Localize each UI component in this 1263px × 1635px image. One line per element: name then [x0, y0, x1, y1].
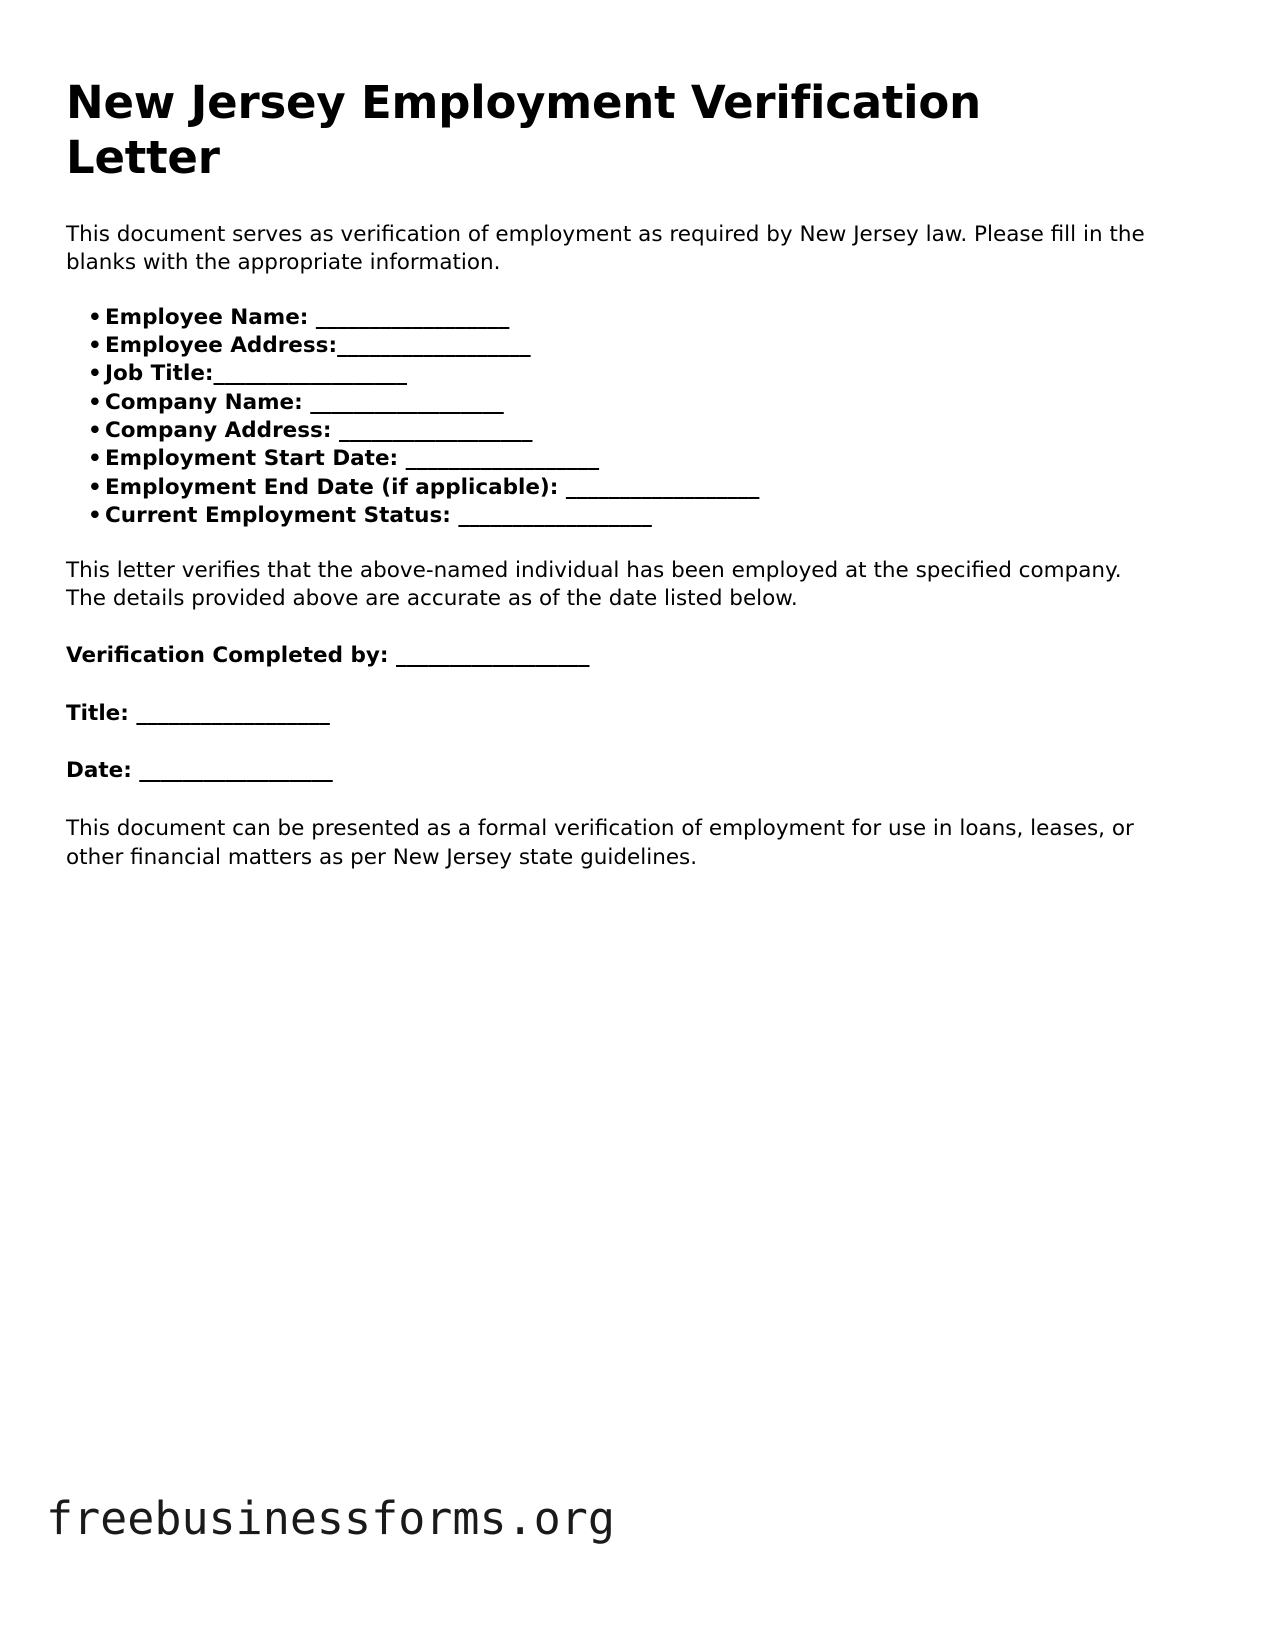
field-blank-employment-start-date[interactable]: __________________: [398, 446, 600, 472]
bullet-icon: •: [88, 474, 102, 500]
field-blank-employment-end-date[interactable]: __________________: [558, 474, 760, 500]
list-item: [66, 389, 1156, 417]
list-item: [66, 474, 1156, 502]
label-verification-completed-by: Verification Completed by:: [66, 643, 389, 669]
bullet-icon: •: [88, 503, 102, 529]
page-title: New Jersey Employment Verification Letter: [66, 76, 981, 184]
field-blank-current-employment-status[interactable]: __________________: [450, 503, 652, 529]
closing-paragraph: This document can be presented as a formal verification of employment for use in loans, leases, or other financial matters as per New Jersey state guidelines.: [66, 816, 1134, 870]
field-label-company-address: Company Address:: [105, 418, 332, 444]
field-blank-employee-address[interactable]: __________________: [337, 332, 531, 358]
blank-date[interactable]: __________________: [131, 758, 333, 784]
field-label-job-title: Job Title:: [105, 361, 214, 387]
site-watermark: freebusinessforms.org: [46, 1492, 615, 1545]
bullet-icon: •: [88, 418, 102, 444]
field-blank-company-address[interactable]: __________________: [331, 418, 533, 444]
field-blank-employee-name[interactable]: __________________: [308, 304, 510, 330]
list-item: [66, 417, 1156, 445]
list-item: [66, 502, 1156, 530]
field-label-employment-start-date: Employment Start Date:: [105, 446, 399, 472]
field-label-current-employment-status: Current Employment Status:: [105, 503, 451, 529]
blank-title[interactable]: __________________: [128, 700, 330, 726]
bullet-icon: •: [88, 332, 102, 358]
bullet-icon: •: [88, 446, 102, 472]
label-date: Date:: [66, 758, 132, 784]
document-content: [66, 76, 1156, 872]
verification-paragraph: This letter verifies that the above-named individual has been employed at the specified company. The details provided above are accurate as of the date listed below.: [66, 557, 1122, 611]
bullet-icon: •: [88, 361, 102, 387]
field-blank-company-name[interactable]: __________________: [302, 389, 504, 415]
date-line: [66, 757, 1156, 785]
intro-paragraph: This document serves as verification of employment as required by New Jersey law. Please fill in the blanks with the appropriate information.: [66, 221, 1145, 276]
field-label-company-name: Company Name:: [105, 389, 303, 415]
verification-completed-by-line: [66, 642, 1156, 670]
employment-fields-list: [66, 304, 1156, 531]
list-item: [66, 360, 1156, 388]
list-item: [66, 332, 1156, 360]
label-title: Title:: [66, 700, 129, 726]
bullet-icon: •: [88, 389, 102, 415]
field-label-employee-address: Employee Address:: [105, 332, 338, 358]
field-label-employment-end-date: Employment End Date (if applicable):: [105, 474, 559, 500]
list-item: [66, 445, 1156, 473]
title-line: [66, 700, 1156, 728]
list-item: [66, 304, 1156, 332]
field-label-employee-name: Employee Name:: [105, 304, 309, 330]
field-blank-job-title[interactable]: __________________: [213, 361, 408, 387]
bullet-icon: •: [88, 304, 102, 330]
blank-verification-completed-by[interactable]: __________________: [388, 643, 590, 669]
